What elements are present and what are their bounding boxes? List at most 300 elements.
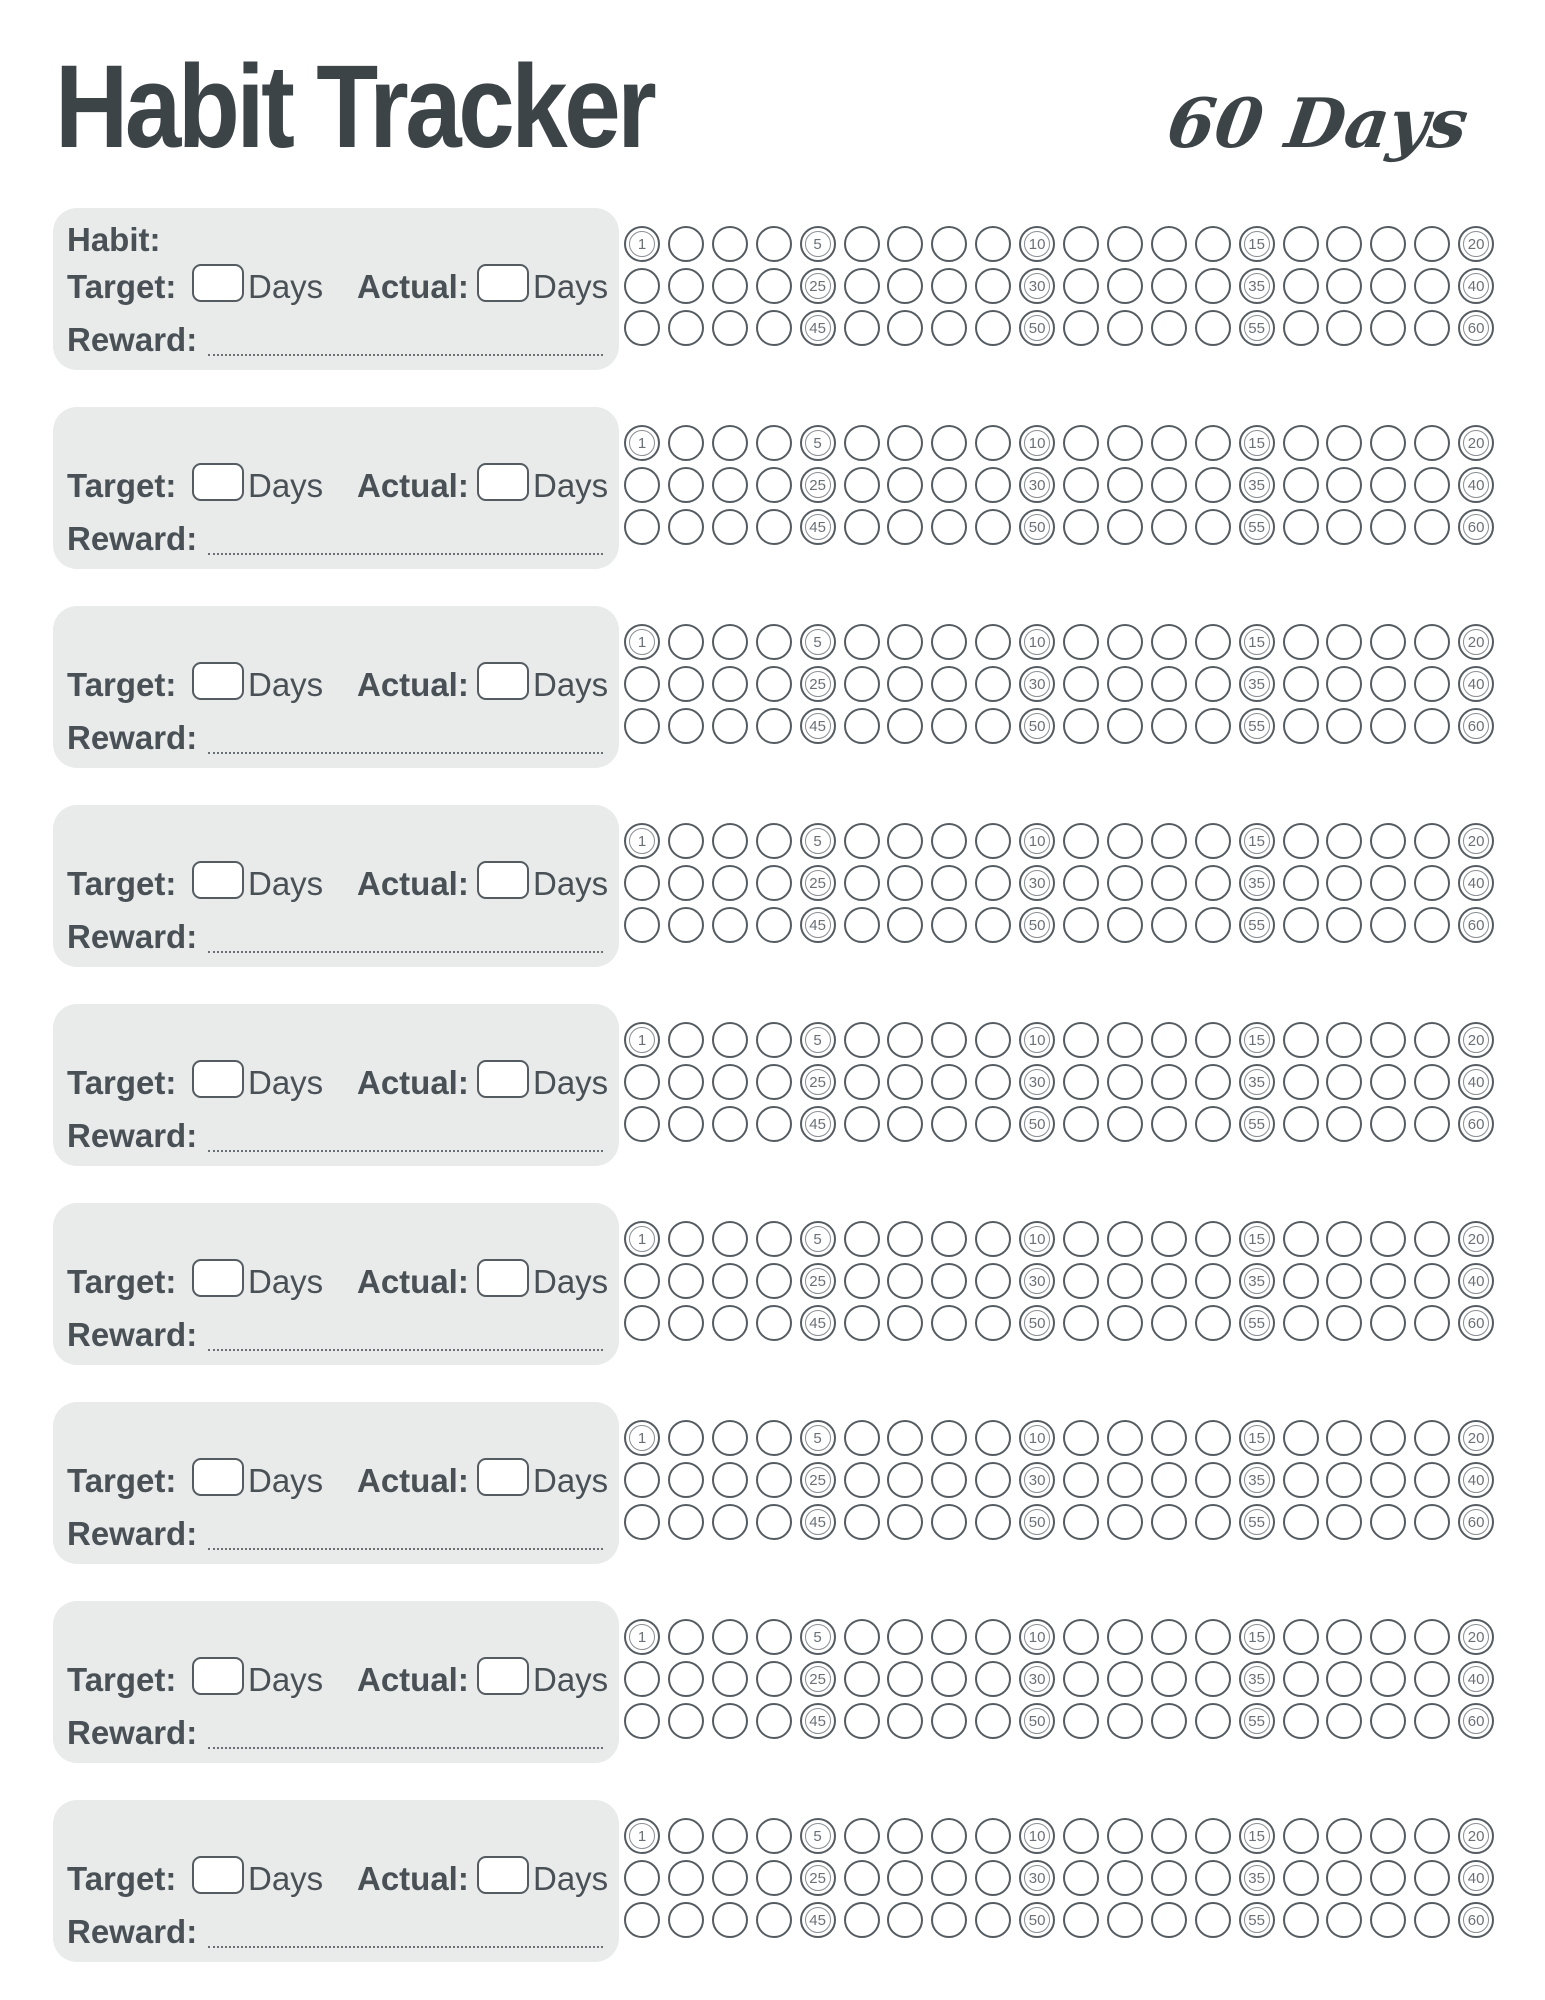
day-circle[interactable] [975, 1221, 1011, 1257]
day-circle[interactable] [1414, 1818, 1450, 1854]
day-circle[interactable] [1195, 1703, 1231, 1739]
day-circle[interactable] [1151, 1661, 1187, 1697]
day-circle[interactable] [756, 467, 792, 503]
day-circle[interactable] [1019, 708, 1055, 744]
day-circle[interactable] [844, 1221, 880, 1257]
day-circle[interactable] [1326, 1022, 1362, 1058]
day-circle[interactable] [756, 1221, 792, 1257]
day-circle[interactable] [1458, 624, 1494, 660]
day-circle[interactable] [1151, 907, 1187, 943]
day-circle[interactable] [800, 1064, 836, 1100]
day-circle[interactable] [844, 310, 880, 346]
day-circle[interactable] [1063, 268, 1099, 304]
day-circle[interactable] [668, 1420, 704, 1456]
day-circle[interactable] [1107, 1902, 1143, 1938]
day-circle[interactable] [712, 1305, 748, 1341]
day-circle[interactable] [1151, 268, 1187, 304]
day-circle[interactable] [1326, 1902, 1362, 1938]
day-circle[interactable] [931, 268, 967, 304]
target-days-box[interactable] [192, 463, 244, 501]
day-circle[interactable] [756, 1106, 792, 1142]
day-circle[interactable] [1458, 1420, 1494, 1456]
day-circle[interactable] [844, 509, 880, 545]
day-circle[interactable] [1458, 1818, 1494, 1854]
day-circle[interactable] [756, 310, 792, 346]
day-circle[interactable] [1370, 666, 1406, 702]
day-circle[interactable] [887, 1661, 923, 1697]
day-circle[interactable] [1414, 708, 1450, 744]
day-circle[interactable] [1239, 1661, 1275, 1697]
day-circle[interactable] [844, 1022, 880, 1058]
day-circle[interactable] [1370, 310, 1406, 346]
day-circle[interactable] [1019, 624, 1055, 660]
day-circle[interactable] [712, 1818, 748, 1854]
day-circle[interactable] [1458, 865, 1494, 901]
day-circle[interactable] [668, 425, 704, 461]
day-circle[interactable] [1063, 1064, 1099, 1100]
day-circle[interactable] [1239, 1462, 1275, 1498]
day-circle[interactable] [1195, 823, 1231, 859]
day-circle[interactable] [1063, 1022, 1099, 1058]
day-circle[interactable] [756, 1064, 792, 1100]
day-circle[interactable] [1151, 624, 1187, 660]
day-circle[interactable] [1414, 467, 1450, 503]
day-circle[interactable] [931, 1420, 967, 1456]
day-circle[interactable] [624, 268, 660, 304]
day-circle[interactable] [1063, 1661, 1099, 1697]
day-circle[interactable] [975, 1106, 1011, 1142]
actual-days-box[interactable] [477, 463, 529, 501]
day-circle[interactable] [975, 1902, 1011, 1938]
day-circle[interactable] [975, 1263, 1011, 1299]
day-circle[interactable] [1195, 1504, 1231, 1540]
day-circle[interactable] [1283, 1619, 1319, 1655]
day-circle[interactable] [1414, 509, 1450, 545]
day-circle[interactable] [1414, 624, 1450, 660]
day-circle[interactable] [931, 865, 967, 901]
day-circle[interactable] [1283, 624, 1319, 660]
day-circle[interactable] [624, 823, 660, 859]
day-circle[interactable] [887, 425, 923, 461]
day-circle[interactable] [1195, 1860, 1231, 1896]
day-circle[interactable] [844, 666, 880, 702]
day-circle[interactable] [668, 1661, 704, 1697]
day-circle[interactable] [800, 1022, 836, 1058]
day-circle[interactable] [1239, 823, 1275, 859]
day-circle[interactable] [1195, 1106, 1231, 1142]
day-circle[interactable] [1414, 1703, 1450, 1739]
day-circle[interactable] [1107, 1703, 1143, 1739]
day-circle[interactable] [800, 1504, 836, 1540]
day-circle[interactable] [624, 1305, 660, 1341]
day-circle[interactable] [1458, 467, 1494, 503]
day-circle[interactable] [1370, 1619, 1406, 1655]
day-circle[interactable] [1370, 1305, 1406, 1341]
day-circle[interactable] [1107, 865, 1143, 901]
day-circle[interactable] [1414, 268, 1450, 304]
day-circle[interactable] [1151, 666, 1187, 702]
day-circle[interactable] [668, 1504, 704, 1540]
day-circle[interactable] [1370, 425, 1406, 461]
day-circle[interactable] [1019, 1022, 1055, 1058]
day-circle[interactable] [1195, 1462, 1231, 1498]
day-circle[interactable] [800, 708, 836, 744]
day-circle[interactable] [844, 1661, 880, 1697]
day-circle[interactable] [887, 1902, 923, 1938]
day-circle[interactable] [931, 907, 967, 943]
day-circle[interactable] [756, 1462, 792, 1498]
day-circle[interactable] [1151, 425, 1187, 461]
day-circle[interactable] [844, 268, 880, 304]
day-circle[interactable] [1370, 1462, 1406, 1498]
day-circle[interactable] [1458, 310, 1494, 346]
day-circle[interactable] [1239, 509, 1275, 545]
day-circle[interactable] [1019, 1902, 1055, 1938]
day-circle[interactable] [887, 1221, 923, 1257]
day-circle[interactable] [1019, 509, 1055, 545]
day-circle[interactable] [1063, 1420, 1099, 1456]
day-circle[interactable] [1019, 1661, 1055, 1697]
day-circle[interactable] [1370, 1818, 1406, 1854]
day-circle[interactable] [1019, 865, 1055, 901]
day-circle[interactable] [712, 865, 748, 901]
day-circle[interactable] [712, 425, 748, 461]
day-circle[interactable] [756, 1305, 792, 1341]
day-circle[interactable] [1239, 1305, 1275, 1341]
day-circle[interactable] [1019, 1106, 1055, 1142]
day-circle[interactable] [800, 1818, 836, 1854]
day-circle[interactable] [668, 907, 704, 943]
day-circle[interactable] [1458, 823, 1494, 859]
day-circle[interactable] [1414, 425, 1450, 461]
day-circle[interactable] [1107, 226, 1143, 262]
day-circle[interactable] [668, 1064, 704, 1100]
day-circle[interactable] [931, 1106, 967, 1142]
day-circle[interactable] [1370, 1661, 1406, 1697]
day-circle[interactable] [1107, 1818, 1143, 1854]
day-circle[interactable] [1239, 1022, 1275, 1058]
day-circle[interactable] [1458, 1305, 1494, 1341]
day-circle[interactable] [1151, 1263, 1187, 1299]
day-circle[interactable] [1326, 425, 1362, 461]
day-circle[interactable] [1239, 1619, 1275, 1655]
day-circle[interactable] [1414, 907, 1450, 943]
day-circle[interactable] [712, 1064, 748, 1100]
day-circle[interactable] [1414, 226, 1450, 262]
day-circle[interactable] [975, 624, 1011, 660]
day-circle[interactable] [1195, 1221, 1231, 1257]
day-circle[interactable] [1107, 1221, 1143, 1257]
day-circle[interactable] [1063, 708, 1099, 744]
day-circle[interactable] [887, 509, 923, 545]
day-circle[interactable] [975, 226, 1011, 262]
day-circle[interactable] [1414, 1902, 1450, 1938]
day-circle[interactable] [1370, 268, 1406, 304]
day-circle[interactable] [931, 509, 967, 545]
day-circle[interactable] [1239, 1902, 1275, 1938]
day-circle[interactable] [1458, 1064, 1494, 1100]
day-circle[interactable] [975, 907, 1011, 943]
day-circle[interactable] [931, 226, 967, 262]
day-circle[interactable] [1458, 226, 1494, 262]
day-circle[interactable] [712, 1462, 748, 1498]
day-circle[interactable] [712, 1263, 748, 1299]
target-days-box[interactable] [192, 264, 244, 302]
day-circle[interactable] [712, 624, 748, 660]
day-circle[interactable] [931, 310, 967, 346]
day-circle[interactable] [975, 1064, 1011, 1100]
day-circle[interactable] [800, 425, 836, 461]
day-circle[interactable] [1019, 1860, 1055, 1896]
day-circle[interactable] [1370, 823, 1406, 859]
day-circle[interactable] [712, 907, 748, 943]
day-circle[interactable] [1414, 1064, 1450, 1100]
day-circle[interactable] [756, 907, 792, 943]
day-circle[interactable] [1107, 425, 1143, 461]
day-circle[interactable] [1019, 1818, 1055, 1854]
day-circle[interactable] [800, 226, 836, 262]
day-circle[interactable] [756, 823, 792, 859]
day-circle[interactable] [800, 467, 836, 503]
day-circle[interactable] [931, 467, 967, 503]
day-circle[interactable] [624, 1106, 660, 1142]
day-circle[interactable] [1063, 666, 1099, 702]
day-circle[interactable] [975, 823, 1011, 859]
day-circle[interactable] [1019, 823, 1055, 859]
day-circle[interactable] [844, 1462, 880, 1498]
day-circle[interactable] [1458, 425, 1494, 461]
day-circle[interactable] [931, 1221, 967, 1257]
day-circle[interactable] [931, 708, 967, 744]
target-days-box[interactable] [192, 1060, 244, 1098]
day-circle[interactable] [800, 1263, 836, 1299]
day-circle[interactable] [1283, 1263, 1319, 1299]
day-circle[interactable] [1458, 268, 1494, 304]
day-circle[interactable] [975, 1860, 1011, 1896]
day-circle[interactable] [1195, 1818, 1231, 1854]
target-days-box[interactable] [192, 1458, 244, 1496]
day-circle[interactable] [756, 1420, 792, 1456]
day-circle[interactable] [975, 666, 1011, 702]
day-circle[interactable] [1019, 907, 1055, 943]
day-circle[interactable] [624, 1619, 660, 1655]
day-circle[interactable] [1283, 1106, 1319, 1142]
day-circle[interactable] [712, 823, 748, 859]
day-circle[interactable] [844, 823, 880, 859]
day-circle[interactable] [1195, 1263, 1231, 1299]
day-circle[interactable] [712, 268, 748, 304]
day-circle[interactable] [1107, 823, 1143, 859]
day-circle[interactable] [1019, 1462, 1055, 1498]
day-circle[interactable] [1370, 1106, 1406, 1142]
day-circle[interactable] [844, 1106, 880, 1142]
day-circle[interactable] [756, 1661, 792, 1697]
day-circle[interactable] [975, 310, 1011, 346]
day-circle[interactable] [756, 1902, 792, 1938]
day-circle[interactable] [1370, 226, 1406, 262]
day-circle[interactable] [1458, 509, 1494, 545]
day-circle[interactable] [624, 1064, 660, 1100]
day-circle[interactable] [1107, 310, 1143, 346]
day-circle[interactable] [975, 509, 1011, 545]
day-circle[interactable] [1195, 425, 1231, 461]
day-circle[interactable] [1326, 1703, 1362, 1739]
day-circle[interactable] [1370, 467, 1406, 503]
day-circle[interactable] [1195, 509, 1231, 545]
day-circle[interactable] [1063, 624, 1099, 660]
day-circle[interactable] [887, 1263, 923, 1299]
day-circle[interactable] [1195, 1420, 1231, 1456]
day-circle[interactable] [887, 1619, 923, 1655]
day-circle[interactable] [1019, 467, 1055, 503]
day-circle[interactable] [1151, 823, 1187, 859]
day-circle[interactable] [1063, 1902, 1099, 1938]
day-circle[interactable] [1458, 1902, 1494, 1938]
day-circle[interactable] [887, 624, 923, 660]
day-circle[interactable] [887, 666, 923, 702]
day-circle[interactable] [931, 624, 967, 660]
day-circle[interactable] [975, 1022, 1011, 1058]
day-circle[interactable] [756, 1263, 792, 1299]
day-circle[interactable] [1414, 1462, 1450, 1498]
day-circle[interactable] [887, 268, 923, 304]
day-circle[interactable] [1107, 1106, 1143, 1142]
day-circle[interactable] [1326, 1504, 1362, 1540]
day-circle[interactable] [1151, 1818, 1187, 1854]
day-circle[interactable] [1019, 1221, 1055, 1257]
day-circle[interactable] [844, 1860, 880, 1896]
day-circle[interactable] [1370, 509, 1406, 545]
day-circle[interactable] [931, 1462, 967, 1498]
day-circle[interactable] [756, 1703, 792, 1739]
day-circle[interactable] [1283, 1860, 1319, 1896]
day-circle[interactable] [624, 1022, 660, 1058]
day-circle[interactable] [668, 467, 704, 503]
day-circle[interactable] [1283, 268, 1319, 304]
day-circle[interactable] [887, 1504, 923, 1540]
day-circle[interactable] [1195, 1064, 1231, 1100]
day-circle[interactable] [975, 425, 1011, 461]
day-circle[interactable] [975, 1420, 1011, 1456]
day-circle[interactable] [800, 1305, 836, 1341]
day-circle[interactable] [800, 509, 836, 545]
day-circle[interactable] [975, 1305, 1011, 1341]
day-circle[interactable] [1239, 666, 1275, 702]
day-circle[interactable] [1019, 1420, 1055, 1456]
day-circle[interactable] [887, 1305, 923, 1341]
target-days-box[interactable] [192, 1856, 244, 1894]
day-circle[interactable] [1414, 823, 1450, 859]
day-circle[interactable] [887, 1420, 923, 1456]
day-circle[interactable] [887, 310, 923, 346]
day-circle[interactable] [1283, 226, 1319, 262]
day-circle[interactable] [1107, 1619, 1143, 1655]
day-circle[interactable] [1458, 708, 1494, 744]
day-circle[interactable] [1063, 1504, 1099, 1540]
day-circle[interactable] [931, 1860, 967, 1896]
day-circle[interactable] [712, 1106, 748, 1142]
day-circle[interactable] [624, 1420, 660, 1456]
day-circle[interactable] [1195, 1902, 1231, 1938]
day-circle[interactable] [756, 624, 792, 660]
day-circle[interactable] [1151, 1619, 1187, 1655]
target-days-box[interactable] [192, 662, 244, 700]
day-circle[interactable] [1195, 1305, 1231, 1341]
day-circle[interactable] [1019, 268, 1055, 304]
day-circle[interactable] [1063, 1619, 1099, 1655]
day-circle[interactable] [624, 666, 660, 702]
day-circle[interactable] [931, 1661, 967, 1697]
day-circle[interactable] [712, 1703, 748, 1739]
day-circle[interactable] [668, 226, 704, 262]
day-circle[interactable] [1239, 1106, 1275, 1142]
day-circle[interactable] [1239, 425, 1275, 461]
day-circle[interactable] [1326, 865, 1362, 901]
day-circle[interactable] [1326, 1462, 1362, 1498]
day-circle[interactable] [1414, 1619, 1450, 1655]
day-circle[interactable] [756, 666, 792, 702]
day-circle[interactable] [887, 1462, 923, 1498]
day-circle[interactable] [668, 1305, 704, 1341]
day-circle[interactable] [624, 425, 660, 461]
day-circle[interactable] [1326, 907, 1362, 943]
day-circle[interactable] [1151, 708, 1187, 744]
day-circle[interactable] [800, 666, 836, 702]
target-days-box[interactable] [192, 861, 244, 899]
day-circle[interactable] [1063, 1860, 1099, 1896]
day-circle[interactable] [844, 1263, 880, 1299]
day-circle[interactable] [844, 907, 880, 943]
day-circle[interactable] [1063, 1263, 1099, 1299]
day-circle[interactable] [624, 624, 660, 660]
day-circle[interactable] [668, 1462, 704, 1498]
day-circle[interactable] [844, 1504, 880, 1540]
day-circle[interactable] [1195, 310, 1231, 346]
day-circle[interactable] [1063, 823, 1099, 859]
day-circle[interactable] [1414, 1860, 1450, 1896]
day-circle[interactable] [1458, 1703, 1494, 1739]
day-circle[interactable] [1326, 1064, 1362, 1100]
day-circle[interactable] [1283, 1661, 1319, 1697]
day-circle[interactable] [712, 1420, 748, 1456]
day-circle[interactable] [712, 226, 748, 262]
day-circle[interactable] [887, 907, 923, 943]
day-circle[interactable] [624, 1263, 660, 1299]
day-circle[interactable] [1370, 1504, 1406, 1540]
day-circle[interactable] [1063, 907, 1099, 943]
day-circle[interactable] [1063, 1818, 1099, 1854]
day-circle[interactable] [756, 1504, 792, 1540]
target-days-box[interactable] [192, 1259, 244, 1297]
day-circle[interactable] [1107, 1860, 1143, 1896]
day-circle[interactable] [624, 907, 660, 943]
day-circle[interactable] [887, 823, 923, 859]
day-circle[interactable] [1019, 226, 1055, 262]
day-circle[interactable] [624, 1221, 660, 1257]
day-circle[interactable] [1195, 1619, 1231, 1655]
day-circle[interactable] [1019, 425, 1055, 461]
day-circle[interactable] [931, 425, 967, 461]
day-circle[interactable] [1151, 1504, 1187, 1540]
day-circle[interactable] [887, 1106, 923, 1142]
day-circle[interactable] [624, 1703, 660, 1739]
day-circle[interactable] [668, 310, 704, 346]
day-circle[interactable] [624, 310, 660, 346]
day-circle[interactable] [1151, 310, 1187, 346]
day-circle[interactable] [1370, 624, 1406, 660]
day-circle[interactable] [1458, 1661, 1494, 1697]
day-circle[interactable] [1019, 1619, 1055, 1655]
